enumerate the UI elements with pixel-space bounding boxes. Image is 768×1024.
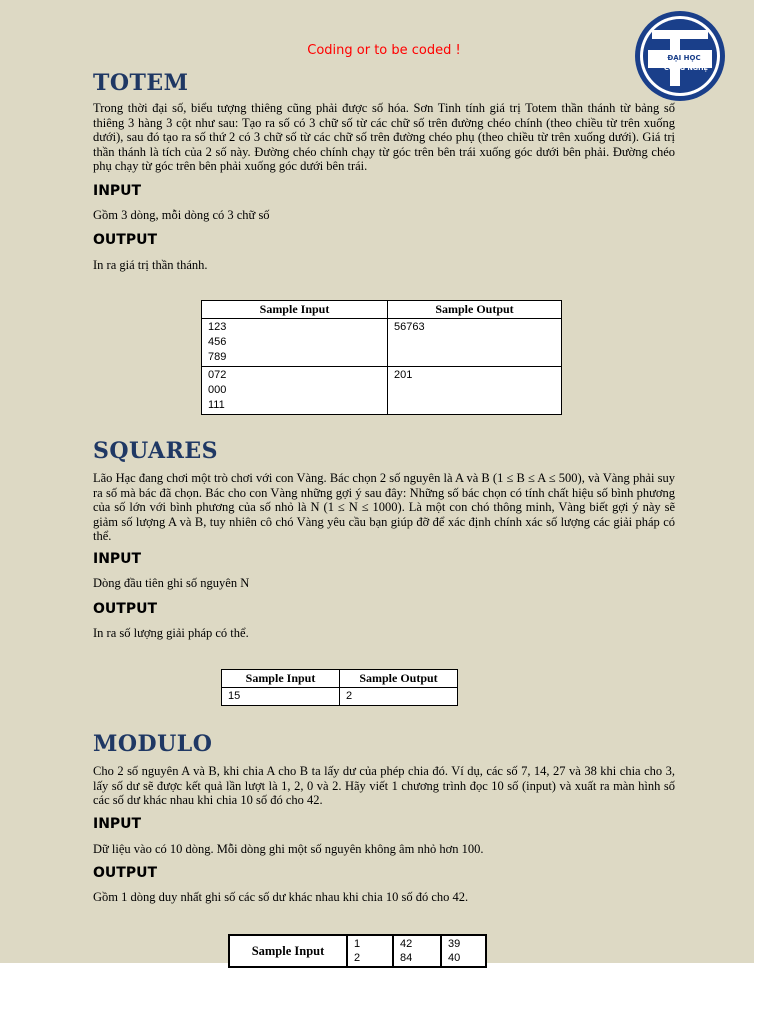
totem-description: Trong thời đại số, biểu tượng thiêng cũng phải được số hóa. Sơn Tinh tính giá trị Totem thần thánh từ bảng số thiêng 3 hàng 3 cột như sau: Tạo ra số có 3 chữ số từ các chữ số trên đường chéo chính (theo chiều từ trên xuống dưới), sau đó tạo ra số thứ 2 có 3 chữ số từ các chữ số trên đường chéo phụ (theo chiều từ trên xuống dưới). Giá trị thần thánh là tích của 2 số này. Đường chéo chính chạy từ góc trên bên trái xuống góc dưới bên phải. Đường chéo phụ chạy từ góc trên bên phải xuống góc dưới bên trái. xyxy=(93,101,675,173)
sample-output-cell: 2 xyxy=(340,688,458,706)
totem-input-text: Gồm 3 dòng, mỗi dòng có 3 chữ số xyxy=(93,208,270,222)
squares-output-heading: OUTPUT xyxy=(93,601,157,617)
modulo-input-heading: INPUT xyxy=(93,816,142,832)
table-row xyxy=(229,935,486,967)
sample-input-cell: 1 2 xyxy=(347,935,393,967)
squares-description: Lão Hạc đang chơi một trò chơi với con Vàng. Bác chọn 2 số nguyên là A và B (1 ≤ B ≤ A ≤ 500), và Vàng phải suy ra số mà bác đã chọn. Bác cho con Vàng những gợi ý sau đây: Những số bác chọn có tính chất hiệu số bình phương của số lớn với bình phương của số nhỏ là N (1 ≤ N ≤ 1000). Là một con chó thông minh, Vàng biết gợi ý này sẽ giảm số lượng A và B, tuy nhiên cô chó Vàng yêu cầu bạn giúp đỡ để xác định chính xác số lượng các giải pháp có thể. xyxy=(93,471,675,543)
totem-sample-table xyxy=(201,300,562,415)
table-header: Sample Input xyxy=(202,301,388,319)
squares-title: SQUARES xyxy=(93,438,219,464)
totem-input-heading: INPUT xyxy=(93,183,142,199)
university-logo xyxy=(634,10,726,102)
sample-output-cell: 56763 xyxy=(388,319,562,367)
modulo-output-heading: OUTPUT xyxy=(93,865,157,881)
squares-input-text: Dòng đầu tiên ghi số nguyên N xyxy=(93,576,250,590)
sample-input-cell: 39 40 xyxy=(441,935,486,967)
modulo-description: Cho 2 số nguyên A và B, khi chia A cho B ta lấy dư của phép chia đó. Ví dụ, các số 7, 14, 27 và 38 khi chia cho 3, lấy số dư sẽ được kết quả lần lượt là 1, 2, 0 và 2. Hãy viết 1 chương trình đọc 10 số (input) và xuất ra màn hình số các số dư khác nhau khi chia 10 số đó cho 42. xyxy=(93,764,675,807)
sample-input-cell: 072 000 111 xyxy=(202,367,388,415)
header-note: Coding or to be coded ! xyxy=(307,43,461,58)
table-header: Sample Input xyxy=(229,935,347,967)
modulo-sample-table xyxy=(228,934,487,968)
table-header: Sample Output xyxy=(388,301,562,319)
sample-output-cell: 201 xyxy=(388,367,562,415)
squares-input-heading: INPUT xyxy=(93,551,142,567)
sample-input-cell: 42 84 xyxy=(393,935,441,967)
squares-sample-table xyxy=(221,669,458,706)
totem-output-text: In ra giá trị thần thánh. xyxy=(93,258,208,272)
svg-text:CÔNG NGHỆ: CÔNG NGHỆ xyxy=(664,64,708,72)
modulo-input-text: Dữ liệu vào có 10 dòng. Mỗi dòng ghi một số nguyên không âm nhỏ hơn 100. xyxy=(93,842,484,856)
table-header: Sample Output xyxy=(340,670,458,688)
totem-output-heading: OUTPUT xyxy=(93,232,157,248)
modulo-output-text: Gồm 1 dòng duy nhất ghi số các số dư khác nhau khi chia 10 số đó cho 42. xyxy=(93,890,469,904)
squares-output-text: In ra số lượng giải pháp có thể. xyxy=(93,626,249,640)
totem-title: TOTEM xyxy=(93,70,189,96)
table-header: Sample Input xyxy=(222,670,340,688)
sample-input-cell: 15 xyxy=(222,688,340,706)
modulo-title: MODULO xyxy=(93,731,213,757)
table-row xyxy=(202,367,562,415)
table-row xyxy=(202,319,562,367)
table-row xyxy=(222,688,458,706)
sample-input-cell: 123 456 789 xyxy=(202,319,388,367)
svg-text:ĐẠI HỌC: ĐẠI HỌC xyxy=(667,54,701,62)
